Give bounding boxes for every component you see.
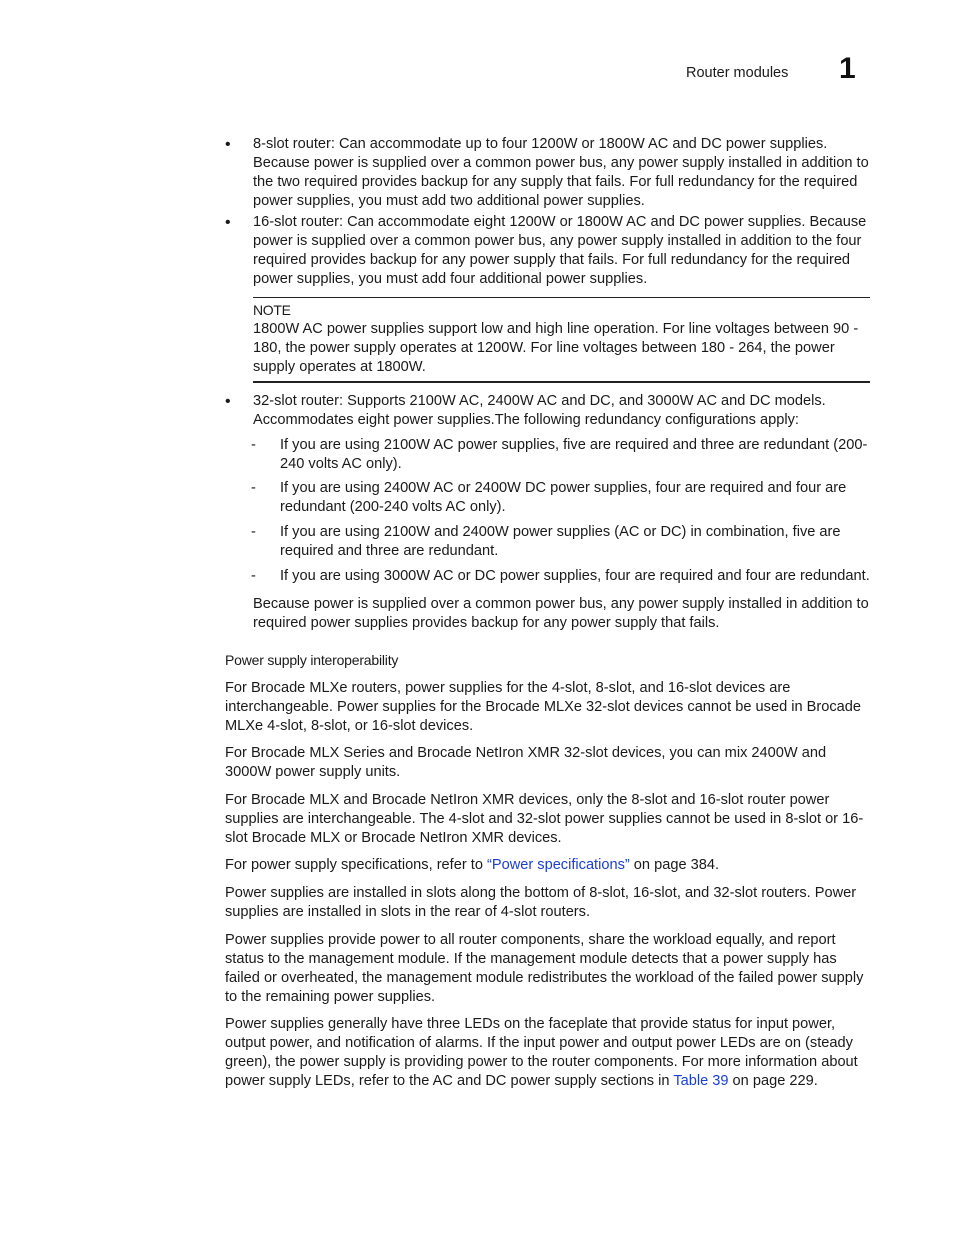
dash-marker: - <box>251 524 256 540</box>
chapter-number: 1 <box>839 52 856 85</box>
bullet-item-8-slot <box>225 135 870 211</box>
paragraph-leds <box>225 1015 870 1091</box>
paragraph-text: Power supplies generally have three LEDs on the faceplate that provide status for input power, output power, and notification of alarms. If the input power and output power LEDs are on (steady green), the power supply is providing power to the router components. For more information about power supply LEDs, refer to the AC and DC power supply sections in <box>225 1016 858 1089</box>
dash-marker: - <box>251 568 256 584</box>
paragraph: Power supplies provide power to all router components, share the workload equally, and report status to the management module. If the management module detects that a power supply has failed or overheated, the management module redistributes the workload of the failed power supply to the remaining power supplies. <box>225 932 864 1005</box>
bullet-marker: • <box>225 214 231 231</box>
power-specifications-link[interactable]: “Power specifications” <box>487 857 630 873</box>
paragraph: For Brocade MLX and Brocade NetIron XMR devices, only the 8-slot and 16-slot router power supplies are interchangeable. The 4-slot and 32-slot power supplies cannot be used in 8-slot or 16-slot Brocade MLX or Brocade NetIron XMR devices. <box>225 792 864 846</box>
dash-marker: - <box>251 480 256 496</box>
note-label: NOTE <box>253 302 291 318</box>
bullet-marker: • <box>225 393 231 410</box>
paragraph: For Brocade MLX Series and Brocade NetIron XMR 32-slot devices, you can mix 2400W and 3000W power supply units. <box>225 745 827 780</box>
bullet-marker: • <box>225 136 231 153</box>
section-subheading: Power supply interoperability <box>225 652 399 668</box>
paragraph: For Brocade MLXe routers, power supplies for the 4-slot, 8-slot, and 16-slot devices are interchangeable. Power supplies for the Brocade MLXe 32-slot devices cannot be used in Brocade MLXe 4-slot, 8-slot, or 16-slot devices. <box>225 680 862 734</box>
bullet-text: 32-slot router: Supports 2100W AC, 2400W AC and DC, and 3000W AC and DC models. Accommodates eight power supplies.The following redundancy configurations apply: <box>253 393 826 428</box>
dash-text: If you are using 3000W AC or DC power supplies, four are required and four are redundant. <box>280 568 870 584</box>
paragraph-text: on page 384. <box>629 857 720 873</box>
table-39-link[interactable]: Table 39 <box>673 1073 729 1089</box>
dash-item <box>251 523 871 561</box>
paragraph-text: For power supply specifications, refer to <box>225 857 487 873</box>
paragraph-power-specs-ref <box>225 856 870 875</box>
dash-text: If you are using 2100W and 2400W power supplies (AC or DC) in combination, five are required and three are redundant. <box>280 524 841 559</box>
note-text: 1800W AC power supplies support low and high line operation. For line voltages between 90 - 180, the power supply operates at 1200W. For line voltages between 180 - 264, the power supply operates at 1800W. <box>253 321 859 375</box>
running-header-title: Router modules <box>686 65 789 81</box>
bullet-text: 16-slot router: Can accommodate eight 1200W or 1800W AC and DC power supplies. Because power is supplied over a common power bus, any power supply installed in addition to the four required provides backup for any power supply that fails. For full redundancy for the required power supplies, you must add four additional power supplies. <box>253 214 867 287</box>
bullet-text: 8-slot router: Can accommodate up to four 1200W or 1800W AC and DC power supplies. Because power is supplied over a common power bus, any power supply installed in addition to the two required provides backup for any supply that fails. For full redundancy for the required power supplies, you must add two additional power supplies. <box>253 136 869 209</box>
dash-marker: - <box>251 437 256 453</box>
dash-text: If you are using 2100W AC power supplies, five are required and three are redundant (200-240 volts AC only). <box>280 437 868 472</box>
dash-item <box>251 479 871 517</box>
paragraph-text: on page 229. <box>728 1073 818 1089</box>
dash-item <box>251 567 871 586</box>
note-box <box>253 297 870 383</box>
paragraph: Power supplies are installed in slots along the bottom of 8-slot, 16-slot, and 32-slot routers. Power supplies are installed in slots in the rear of 4-slot routers. <box>225 885 857 920</box>
dash-item <box>251 436 871 474</box>
bullet-item-32-slot <box>225 392 870 430</box>
bullet-item-16-slot <box>225 213 870 289</box>
dash-text: If you are using 2400W AC or 2400W DC power supplies, four are required and four are redundant (200-240 volts AC only). <box>280 480 847 515</box>
bullet-followup-text: Because power is supplied over a common power bus, any power supply installed in addition to required power supplies provides backup for any power supply that fails. <box>253 596 869 631</box>
